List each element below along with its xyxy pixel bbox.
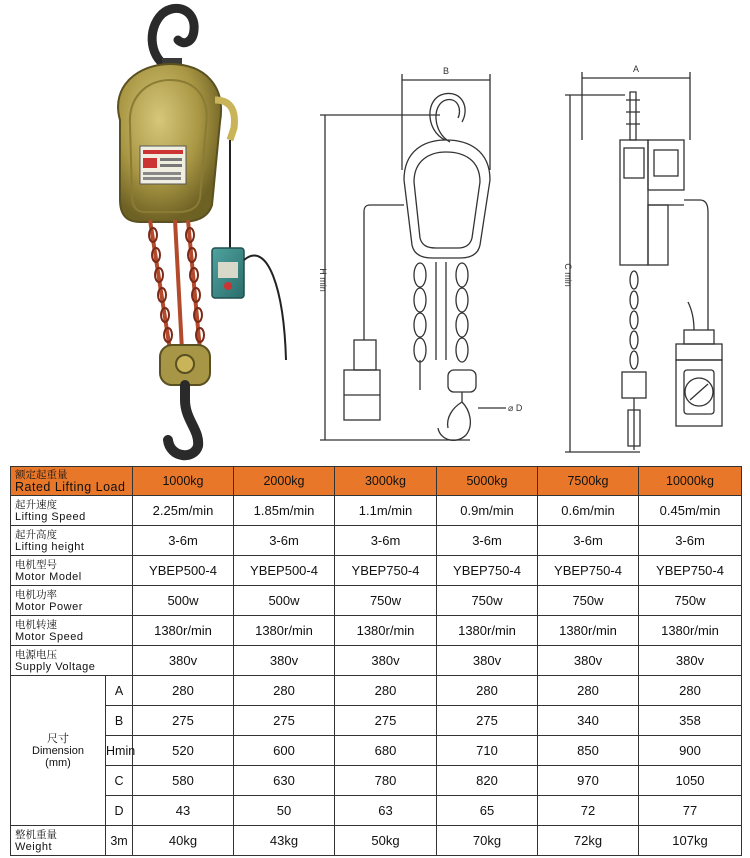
cell: 1380r/min [538,616,639,646]
cell: 275 [335,706,437,736]
cell: 820 [437,766,538,796]
cell: 750w [639,586,742,616]
cell: 380v [335,646,437,676]
cell: 1.1m/min [335,496,437,526]
sub-label: 3m [106,826,133,856]
dim-c-label: C min [563,263,573,287]
cell: 380v [639,646,742,676]
cell: 600 [234,736,335,766]
cell: 1050 [639,766,742,796]
row-label: 起升速度 Lifting Speed [11,496,133,526]
row-dim-c [11,766,742,796]
load-2000: 2000kg [234,467,335,496]
cell: 630 [234,766,335,796]
header-label: 额定起重量 Rated Lifting Load [11,467,133,496]
row-label: 电机型号 Motor Model [11,556,133,586]
cell: 1380r/min [133,616,234,646]
header-row [11,467,742,496]
cell: 680 [335,736,437,766]
cell: YBEP750-4 [639,556,742,586]
cell: 750w [437,586,538,616]
cell: 3-6m [335,526,437,556]
load-7500: 7500kg [538,467,639,496]
row-label: 电源电压 Supply Voltage [11,646,133,676]
row-supply-voltage [11,646,742,676]
sub-label: A [106,676,133,706]
cell: 275 [133,706,234,736]
cell: 40kg [133,826,234,856]
cell: 1380r/min [639,616,742,646]
cell: 50kg [335,826,437,856]
cell: 0.9m/min [437,496,538,526]
cell: 520 [133,736,234,766]
dimension-label: 尺寸 Dimension (mm) [11,676,106,826]
row-label: 电机功率 Motor Power [11,586,133,616]
cell: 500w [133,586,234,616]
sub-label: C [106,766,133,796]
cell: 2.25m/min [133,496,234,526]
load-1000: 1000kg [133,467,234,496]
cell: 50 [234,796,335,826]
cell: 900 [639,736,742,766]
load-10000: 10000kg [639,467,742,496]
spec-table [10,466,742,856]
cell: 280 [437,676,538,706]
cell: YBEP750-4 [335,556,437,586]
cell: 275 [234,706,335,736]
cell: 850 [538,736,639,766]
cell: 1380r/min [234,616,335,646]
cell: 107kg [639,826,742,856]
hoist-photo [118,8,286,455]
front-view-drawing [320,74,506,440]
cell: 358 [639,706,742,736]
cell: 0.6m/min [538,496,639,526]
spec-table-wrap [10,466,741,856]
cell: 280 [133,676,234,706]
cell: 3-6m [133,526,234,556]
cell: 275 [437,706,538,736]
cell: YBEP500-4 [234,556,335,586]
cell: 72kg [538,826,639,856]
row-motor-model [11,556,742,586]
row-motor-speed [11,616,742,646]
cell: 710 [437,736,538,766]
row-label: 整机重量 Weight [11,826,106,856]
row-motor-power [11,586,742,616]
cell: 3-6m [538,526,639,556]
cell: 340 [538,706,639,736]
cell: 280 [234,676,335,706]
cell: 65 [437,796,538,826]
cell: 380v [538,646,639,676]
cell: YBEP750-4 [437,556,538,586]
cell: YBEP500-4 [133,556,234,586]
cell: 280 [538,676,639,706]
row-dim-d [11,796,742,826]
cell: 3-6m [437,526,538,556]
row-dim-hmin [11,736,742,766]
cell: 280 [639,676,742,706]
side-view-drawing [565,72,722,452]
dim-d-label: ⌀ D [508,403,523,413]
cell: 580 [133,766,234,796]
cell: 0.45m/min [639,496,742,526]
cell: 1.85m/min [234,496,335,526]
cell: 3-6m [639,526,742,556]
cell: 970 [538,766,639,796]
dim-h-label: H min [318,268,328,292]
cell: 3-6m [234,526,335,556]
cell: 70kg [437,826,538,856]
dim-a-label: A [632,64,640,74]
cell: 1380r/min [335,616,437,646]
row-dim-b [11,706,742,736]
sub-label: B [106,706,133,736]
dim-b-label: B [442,66,450,76]
cell: 380v [234,646,335,676]
cell: 500w [234,586,335,616]
cell: 43kg [234,826,335,856]
cell: 780 [335,766,437,796]
row-label: 电机转速 Motor Speed [11,616,133,646]
row-label: 起升高度 Lifting height [11,526,133,556]
cell: YBEP750-4 [538,556,639,586]
cell: 750w [335,586,437,616]
row-lifting-speed [11,496,742,526]
row-lifting-height [11,526,742,556]
row-dim-a [11,676,742,706]
cell: 77 [639,796,742,826]
cell: 750w [538,586,639,616]
cell: 63 [335,796,437,826]
cell: 280 [335,676,437,706]
load-5000: 5000kg [437,467,538,496]
cell: 1380r/min [437,616,538,646]
cell: 380v [133,646,234,676]
cell: 43 [133,796,234,826]
cell: 72 [538,796,639,826]
cell: 380v [437,646,538,676]
row-weight [11,826,742,856]
sub-label: D [106,796,133,826]
load-3000: 3000kg [335,467,437,496]
sub-label: Hmin [106,736,133,766]
